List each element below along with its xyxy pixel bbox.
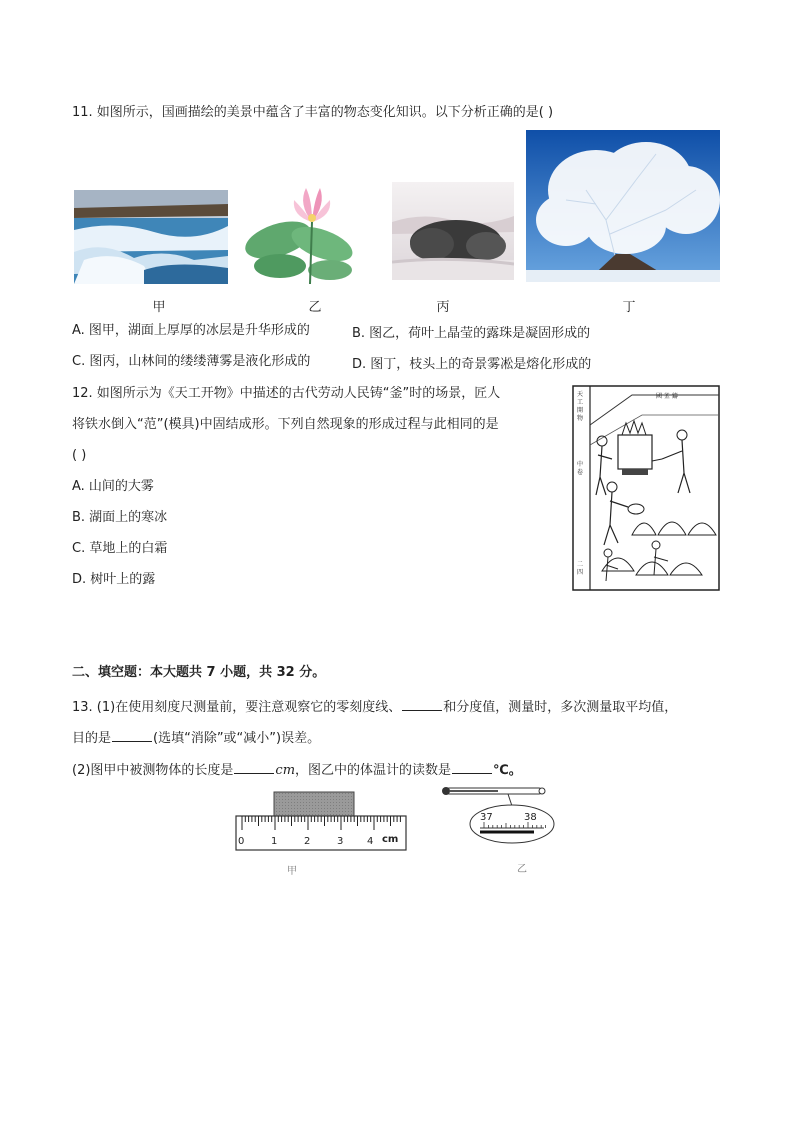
q13-line2-text-a: 目的是: [72, 731, 112, 746]
q13-line3: [72, 760, 522, 780]
q12-stem-line1: 12. 如图所示为《天工开物》中描述的古代劳动人民铸“釜”时的场景，匠人: [72, 386, 501, 401]
q11-caption-ding: 丁: [622, 300, 636, 315]
ruler-label-4: 4: [367, 836, 374, 847]
thermometer-label-38: 38: [524, 812, 537, 823]
q12-illustration-heading: 國 釜 鑄: [656, 393, 678, 400]
q13-line2: [72, 728, 320, 748]
q12-option-d: D. 树叶上的露: [72, 572, 156, 587]
q11-caption-jia: 甲: [152, 300, 166, 315]
answer-blank-1[interactable]: [402, 697, 442, 711]
q13-line3-text-b: ，图乙中的体温计的读数是: [295, 763, 452, 778]
q11-option-b: B. 图乙，荷叶上晶莹的露珠是凝固形成的: [352, 326, 591, 341]
q12-woodblock-illustration: [572, 385, 720, 591]
q11-picture-bing: [392, 182, 514, 280]
q11-caption-yi: 乙: [308, 300, 322, 315]
section2-heading: 二、填空题：本大题共 7 小题，共 32 分。: [72, 665, 326, 680]
q11-picture-yi: [240, 182, 360, 284]
thermometer-caption: 乙: [517, 864, 527, 875]
q13-line2-text-b: (选填“消除”或“减小”)误差。: [153, 731, 321, 746]
q11-picture-ding: [526, 130, 720, 282]
ruler-figure: [234, 790, 408, 852]
answer-blank-4[interactable]: [452, 760, 492, 774]
q12-illustration-side-title: 天工開物: [577, 391, 584, 422]
q11-caption-bing: 丙: [436, 300, 450, 315]
thermometer-figure: [438, 784, 562, 846]
q13-line3-text-a: (2)图甲中被测物体的长度是: [72, 763, 234, 778]
q12-stem-line2: 将铁水倒入“范”(模具)中固结成形。下列自然现象的形成过程与此相同的是: [72, 417, 499, 432]
thermometer-label-37: 37: [480, 812, 493, 823]
ruler-label-3: 3: [337, 836, 344, 847]
q13-line3-text-c: ℃。: [493, 763, 522, 778]
q13-line1-text-b: 和分度值，测量时，多次测量取平均值，: [443, 700, 678, 715]
q11-option-a: A. 图甲，湖面上厚厚的冰层是升华形成的: [72, 323, 310, 338]
ruler-label-1: 1: [271, 836, 278, 847]
q11-option-d: D. 图丁，枝头上的奇景雾凇是熔化形成的: [352, 357, 592, 372]
q12-option-a: A. 山间的大雾: [72, 479, 154, 494]
ruler-unit: cm: [382, 834, 399, 845]
q13-line1-text-a: 13. (1)在使用刻度尺测量前，要注意观察它的零刻度线、: [72, 700, 402, 715]
q12-illustration-page-number: 二四: [577, 561, 584, 576]
q12-option-c: C. 草地上的白霜: [72, 541, 168, 556]
q11-option-c: C. 图丙，山林间的缕缕薄雾是液化形成的: [72, 354, 311, 369]
answer-blank-3[interactable]: [234, 760, 274, 774]
q13-line3-unit: cm: [275, 763, 296, 778]
ruler-label-2: 2: [304, 836, 311, 847]
ruler-label-0: 0: [238, 836, 245, 847]
q12-illustration-side-volume: 中卷: [577, 461, 584, 476]
ruler-caption: 甲: [287, 866, 297, 877]
q11-stem: 11. 如图所示，国画描绘的美景中蕴含了丰富的物态变化知识。以下分析正确的是( ): [72, 105, 554, 120]
q12-option-b: B. 湖面上的寒冰: [72, 510, 168, 525]
q13-line1: [72, 697, 677, 717]
q11-picture-jia: [74, 190, 228, 284]
q12-stem-line3: ( ): [72, 448, 87, 463]
answer-blank-2[interactable]: [112, 728, 152, 742]
